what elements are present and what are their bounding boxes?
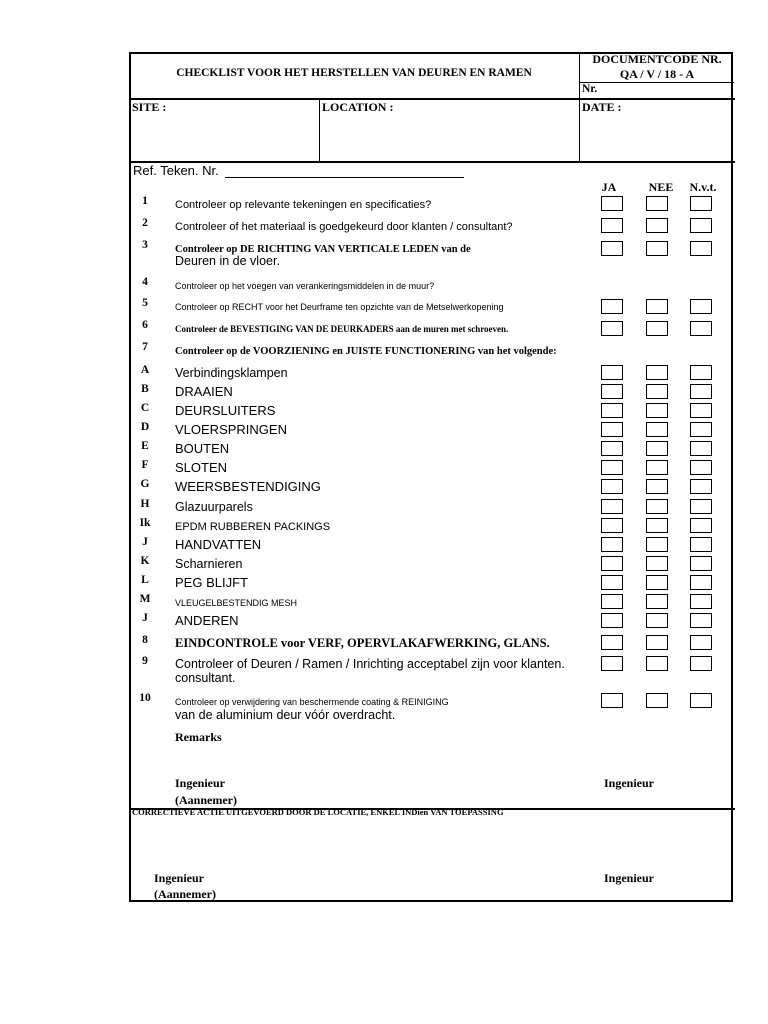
- checkbox-nvt[interactable]: [690, 441, 712, 456]
- item-text-segment: Controleer op verwijdering van beschermende coating & REINIGING: [175, 697, 449, 707]
- item-number: 1: [142, 195, 148, 207]
- item-text-segment: Controleer op het voegen van verankeringsmiddelen in de muur?: [175, 281, 435, 291]
- checkbox-nee[interactable]: [646, 321, 668, 336]
- checkbox-nvt[interactable]: [690, 518, 712, 533]
- item-text: [175, 536, 261, 554]
- checkbox-nvt[interactable]: [690, 196, 712, 211]
- checkbox-ja[interactable]: [601, 518, 623, 533]
- header-divider: [129, 98, 735, 100]
- column-nvt-header: N.v.t.: [689, 180, 717, 194]
- checkbox-ja[interactable]: [601, 594, 623, 609]
- form-frame: [129, 52, 733, 902]
- item-number: 5: [142, 297, 148, 309]
- item-text-segment: JUISTE FUNCTIONERING: [345, 346, 476, 357]
- item-text-segment: Controleer op relevante tekeningen en specificaties?: [175, 199, 432, 211]
- site-label: SITE :: [132, 100, 167, 114]
- item-number: 9: [142, 655, 148, 667]
- item-text: [175, 297, 504, 315]
- checkbox-ja[interactable]: [601, 635, 623, 650]
- item-text-segment: HANDVATTEN: [175, 537, 262, 552]
- doc-code-value: QA / V / 18 - A: [619, 67, 695, 81]
- item-text-segment: aan de muren met schroeven.: [393, 324, 509, 334]
- item-number: 8: [142, 634, 148, 646]
- item-text: [175, 364, 288, 382]
- item-number: K: [140, 555, 150, 567]
- item-number: J: [142, 612, 148, 624]
- item-number: 4: [142, 276, 148, 288]
- checkbox-ja[interactable]: [601, 384, 623, 399]
- checkbox-nvt[interactable]: [690, 403, 712, 418]
- checkbox-ja[interactable]: [601, 556, 623, 571]
- checkbox-ja[interactable]: [601, 575, 623, 590]
- checkbox-ja[interactable]: [601, 479, 623, 494]
- checkbox-nvt[interactable]: [690, 365, 712, 380]
- item-number: 7: [142, 341, 148, 353]
- checkbox-nee[interactable]: [646, 384, 668, 399]
- bottom-signature-left-role: (Aannemer): [154, 887, 216, 901]
- item-text-segment: Controleer de: [175, 324, 231, 334]
- checkbox-nee[interactable]: [646, 594, 668, 609]
- checkbox-ja[interactable]: [601, 441, 623, 456]
- checkbox-nvt[interactable]: [690, 321, 712, 336]
- signature-left-title: Ingenieur: [175, 776, 226, 790]
- checkbox-nee[interactable]: [646, 499, 668, 514]
- remarks-label: Remarks: [175, 730, 222, 744]
- date-label: DATE :: [582, 100, 622, 114]
- item-number: A: [140, 364, 150, 376]
- checkbox-nee[interactable]: [646, 556, 668, 571]
- checkbox-ja[interactable]: [601, 403, 623, 418]
- ref-underline[interactable]: [225, 177, 464, 178]
- checkbox-ja[interactable]: [601, 321, 623, 336]
- checkbox-nvt[interactable]: [690, 299, 712, 314]
- item-text-segment: Controleer of het materiaal is goedgekeurd door klanten / consultant?: [175, 221, 513, 233]
- item-text-segment: PEG BLIJFT: [175, 575, 248, 590]
- item-number: L: [141, 574, 149, 586]
- column-ja-header: JA: [601, 180, 617, 194]
- item-text: [175, 478, 321, 496]
- item-text: [175, 555, 242, 573]
- item-text-segment: EPDM RUBBEREN PACKINGS: [175, 521, 331, 533]
- item-text-segment: van het volgende:: [475, 346, 557, 357]
- checkbox-nvt[interactable]: [690, 499, 712, 514]
- item-text-segment: ANDEREN: [175, 613, 239, 628]
- item-text: [175, 593, 297, 611]
- signature-left-role: (Aannemer): [175, 793, 237, 807]
- item-text: [175, 634, 550, 652]
- doc-code-label: DOCUMENTCODE NR.: [592, 52, 722, 66]
- checkbox-nee[interactable]: [646, 537, 668, 552]
- item-text: [175, 517, 330, 535]
- item-number: 3: [142, 239, 148, 251]
- checkbox-ja[interactable]: [601, 241, 623, 256]
- item-text-segment: VLOERSPRINGEN: [175, 422, 287, 437]
- item-text: [175, 383, 233, 401]
- item-text-segment: Verbindingsklampen: [175, 366, 288, 380]
- item-number: Ik: [139, 517, 151, 529]
- checkbox-nvt[interactable]: [690, 594, 712, 609]
- item-text-segment: Scharnieren: [175, 557, 243, 571]
- item-number: 10: [139, 692, 151, 704]
- checkbox-nvt[interactable]: [690, 537, 712, 552]
- item-text: [175, 440, 229, 458]
- item-number: F: [141, 459, 149, 471]
- item-text-segment: Controleer op: [175, 244, 240, 255]
- checkbox-nee[interactable]: [646, 613, 668, 628]
- item-number: H: [140, 498, 150, 510]
- checkbox-nee[interactable]: [646, 299, 668, 314]
- checkbox-nee[interactable]: [646, 460, 668, 475]
- site-divider: [129, 161, 735, 163]
- item-text: [175, 574, 248, 592]
- item-text: [175, 402, 275, 420]
- bottom-signature-left-title: Ingenieur: [154, 871, 205, 885]
- item-text: [175, 498, 253, 516]
- nr-divider: [579, 82, 734, 83]
- checkbox-ja[interactable]: [601, 613, 623, 628]
- item-number: 6: [142, 319, 148, 331]
- item-text: [175, 421, 287, 439]
- item-text-segment: DEURSLUITERS: [175, 403, 276, 418]
- item-number: J: [142, 536, 148, 548]
- checkbox-nvt[interactable]: [690, 556, 712, 571]
- checkbox-ja[interactable]: [601, 218, 623, 233]
- signature-right-title: Ingenieur: [604, 776, 655, 790]
- item-text-segment: Controleer op de: [175, 346, 253, 357]
- item-number: B: [141, 383, 149, 395]
- checkbox-nee[interactable]: [646, 241, 668, 256]
- item-number: 2: [142, 217, 148, 229]
- checkbox-nvt[interactable]: [690, 241, 712, 256]
- item-text-segment: BEVESTIGING VAN DE DEURKADERS: [230, 324, 394, 334]
- nr-label: Nr.: [582, 83, 598, 95]
- item-text-continuation: van de aluminium deur vóór overdracht.: [175, 708, 396, 722]
- location-label: LOCATION :: [322, 100, 394, 114]
- checkbox-nee[interactable]: [646, 575, 668, 590]
- item-text-segment: Controleer of Deuren / Ramen / Inrichting acceptabel zijn voor klanten.: [175, 657, 565, 671]
- item-text: [175, 195, 431, 213]
- checkbox-ja[interactable]: [601, 460, 623, 475]
- corrective-action-label: CORRECTIEVE ACTIE UITGEVOERD DOOR DE LOCATIE, ENKEL INDien VAN TOEPASSING: [132, 807, 504, 817]
- item-text-segment: DE RICHTING VAN VERTICALE LEDEN: [239, 244, 439, 255]
- item-text: [175, 341, 557, 359]
- item-text-segment: SLOTEN: [175, 460, 228, 475]
- checkbox-nvt[interactable]: [690, 479, 712, 494]
- item-text: [175, 319, 508, 337]
- checkbox-nee[interactable]: [646, 422, 668, 437]
- checkbox-nvt[interactable]: [690, 635, 712, 650]
- checkbox-nee[interactable]: [646, 479, 668, 494]
- item-text-segment: WEERSBESTENDIGING: [175, 479, 321, 494]
- item-text-segment: en: [329, 346, 346, 357]
- item-text: [175, 217, 513, 235]
- checkbox-nvt[interactable]: [690, 460, 712, 475]
- checkbox-nvt[interactable]: [690, 656, 712, 671]
- site-location-divider: [319, 99, 320, 162]
- checkbox-nee[interactable]: [646, 635, 668, 650]
- checkbox-ja[interactable]: [601, 422, 623, 437]
- checkbox-nvt[interactable]: [690, 384, 712, 399]
- checkbox-nee[interactable]: [646, 365, 668, 380]
- checkbox-nvt[interactable]: [690, 422, 712, 437]
- item-text: [175, 612, 239, 630]
- checkbox-ja[interactable]: [601, 365, 623, 380]
- item-text-continuation: Deuren in de vloer.: [175, 254, 280, 268]
- item-number: D: [140, 421, 150, 433]
- bottom-signature-right-title: Ingenieur: [604, 871, 655, 885]
- item-text-segment: Glazuurparels: [175, 500, 253, 514]
- item-text: [175, 276, 434, 294]
- checkbox-ja[interactable]: [601, 499, 623, 514]
- item-text-segment: DRAAIEN: [175, 384, 233, 399]
- item-number: G: [140, 478, 150, 490]
- checkbox-nvt[interactable]: [690, 613, 712, 628]
- checkbox-nee[interactable]: [646, 218, 668, 233]
- checkbox-nee[interactable]: [646, 441, 668, 456]
- checkbox-nee[interactable]: [646, 196, 668, 211]
- item-text-segment: VLEUGELBESTENDIG MESH: [175, 598, 298, 608]
- item-text-continuation: consultant.: [175, 671, 236, 685]
- item-text-segment: BOUTEN: [175, 441, 230, 456]
- checkbox-ja[interactable]: [601, 537, 623, 552]
- checkbox-nvt[interactable]: [690, 218, 712, 233]
- checkbox-nee[interactable]: [646, 403, 668, 418]
- item-number: C: [140, 402, 150, 414]
- item-text-segment: Controleer op RECHT voor het Deurframe ten opzichte van de Metselwerkopening: [175, 302, 504, 312]
- checkbox-ja[interactable]: [601, 656, 623, 671]
- checkbox-nee[interactable]: [646, 656, 668, 671]
- checkbox-ja[interactable]: [601, 196, 623, 211]
- page-title: CHECKLIST VOOR HET HERSTELLEN VAN DEUREN EN RAMEN: [176, 67, 532, 79]
- column-nee-header: NEE: [648, 180, 674, 194]
- item-number: M: [139, 593, 151, 605]
- item-text-segment: VOORZIENING: [252, 346, 330, 357]
- ref-label: Ref. Teken. Nr.: [133, 163, 219, 178]
- item-text-segment: van de: [438, 244, 471, 255]
- checkbox-ja[interactable]: [601, 299, 623, 314]
- checkbox-ja[interactable]: [601, 693, 623, 708]
- checkbox-nee[interactable]: [646, 693, 668, 708]
- checkbox-nee[interactable]: [646, 518, 668, 533]
- item-text-segment: EINDCONTROLE voor VERF, OPERVLAKAFWERKING, GLANS.: [175, 636, 550, 650]
- item-text: [175, 459, 227, 477]
- item-number: E: [141, 440, 149, 452]
- checkbox-nvt[interactable]: [690, 575, 712, 590]
- checkbox-nvt[interactable]: [690, 693, 712, 708]
